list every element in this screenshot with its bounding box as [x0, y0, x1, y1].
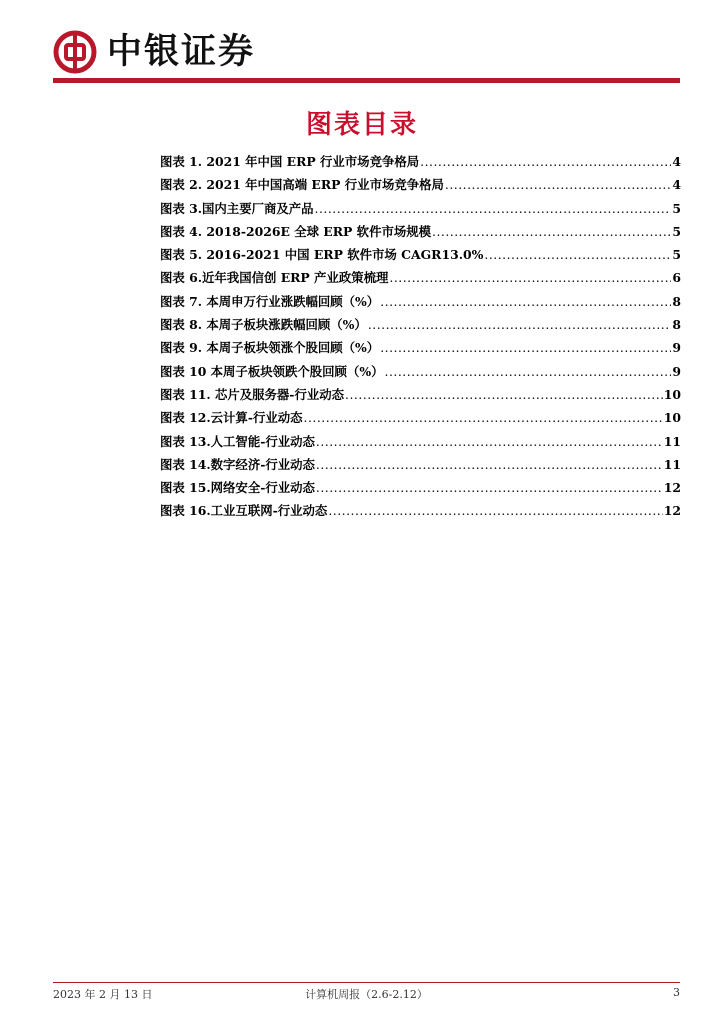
table-of-figures — [160, 152, 681, 525]
toc-entry-label: 图表 14.数字经济-行业动态 — [160, 456, 315, 472]
toc-entry-label: 图表 11. 芯片及服务器-行业动态 — [160, 386, 345, 402]
toc-dot-leader — [389, 270, 671, 285]
toc-dot-leader — [380, 294, 671, 309]
toc-entry-page: 4 — [672, 154, 681, 169]
toc-entry-label: 图表 10 本周子板块领跌个股回顾（%） — [160, 363, 384, 379]
toc-entry[interactable] — [160, 362, 681, 385]
brand-name: 中银证券 — [107, 32, 256, 72]
toc-entry-label: 图表 15.网络安全-行业动态 — [160, 480, 315, 496]
toc-dot-leader — [316, 480, 663, 495]
toc-entry[interactable] — [160, 199, 681, 222]
toc-entry-page: 12 — [663, 503, 681, 519]
toc-dot-leader — [345, 387, 663, 402]
toc-entry-label: 图表 5. 2016-2021 中国 ERP 软件市场 CAGR13.0% — [160, 247, 484, 263]
toc-entry[interactable] — [160, 432, 681, 455]
bank-of-china-logo-icon — [53, 30, 97, 74]
footer-rule — [53, 982, 680, 983]
toc-entry-label: 图表 6.近年我国信创 ERP 产业政策梳理 — [160, 270, 389, 286]
toc-entry-label: 图表 12.云计算-行业动态 — [160, 410, 303, 426]
toc-entry[interactable] — [160, 245, 681, 268]
toc-dot-leader — [316, 434, 663, 449]
toc-dot-leader — [445, 177, 671, 192]
toc-dot-leader — [385, 364, 672, 379]
toc-entry-label: 图表 13.人工智能-行业动态 — [160, 433, 315, 449]
footer-page-number: 3 — [673, 986, 680, 999]
toc-dot-leader — [304, 410, 663, 425]
page-header — [53, 30, 680, 82]
toc-entry-label: 图表 1. 2021 年中国 ERP 行业市场竞争格局 — [160, 154, 420, 169]
toc-dot-leader — [484, 247, 671, 262]
toc-dot-leader — [432, 224, 671, 239]
toc-entry-page: 8 — [672, 317, 681, 333]
toc-dot-leader — [380, 340, 671, 355]
toc-entry-page: 5 — [672, 223, 681, 239]
toc-entry-label: 图表 7. 本周申万行业涨跌幅回顾（%） — [160, 293, 380, 309]
toc-entry-page: 5 — [672, 200, 681, 216]
toc-entry[interactable] — [160, 222, 681, 245]
toc-entry-page: 10 — [663, 386, 681, 402]
toc-entry-label: 图表 4. 2018-2026E 全球 ERP 软件市场规模 — [160, 223, 432, 239]
toc-entry-page: 6 — [672, 270, 681, 286]
toc-entry-page: 8 — [672, 293, 681, 309]
toc-entry[interactable] — [160, 501, 681, 524]
toc-dot-leader — [368, 317, 672, 332]
toc-entry-label: 图表 3.国内主要厂商及产品 — [160, 200, 314, 216]
toc-title: 图表目录 — [305, 110, 418, 140]
toc-entry[interactable] — [160, 175, 681, 198]
toc-entry[interactable] — [160, 315, 681, 338]
footer-date: 2023 年 2 月 13 日 — [53, 988, 153, 1001]
toc-entry[interactable] — [160, 455, 681, 478]
toc-entry-page: 11 — [663, 456, 681, 472]
toc-entry-page: 12 — [663, 480, 681, 496]
toc-dot-leader — [315, 201, 672, 216]
toc-entry-page: 9 — [672, 340, 681, 356]
toc-dot-leader — [316, 457, 663, 472]
page-footer — [53, 986, 680, 1002]
toc-dot-leader — [328, 503, 662, 518]
toc-entry-page: 4 — [672, 177, 681, 193]
toc-entry[interactable] — [160, 152, 681, 175]
toc-entry-label: 图表 2. 2021 年中国高端 ERP 行业市场竞争格局 — [160, 177, 444, 193]
toc-entry[interactable] — [160, 408, 681, 431]
toc-entry[interactable] — [160, 385, 681, 408]
header-rule — [53, 78, 680, 83]
toc-entry-label: 图表 8. 本周子板块涨跌幅回顾（%） — [160, 317, 367, 333]
toc-entry[interactable] — [160, 338, 681, 361]
toc-dot-leader — [420, 154, 671, 169]
toc-entry[interactable] — [160, 268, 681, 291]
toc-entry-page: 9 — [672, 363, 681, 379]
toc-entry-page: 11 — [663, 433, 681, 449]
toc-entry-page: 5 — [672, 247, 681, 263]
toc-entry-label: 图表 9. 本周子板块领涨个股回顾（%） — [160, 340, 380, 356]
footer-report-title: 计算机周报（2.6-2.12） — [305, 988, 428, 1001]
toc-entry-label: 图表 16.工业互联网-行业动态 — [160, 503, 328, 519]
toc-entry[interactable] — [160, 478, 681, 501]
toc-entry-page: 10 — [663, 410, 681, 426]
toc-entry[interactable] — [160, 292, 681, 315]
